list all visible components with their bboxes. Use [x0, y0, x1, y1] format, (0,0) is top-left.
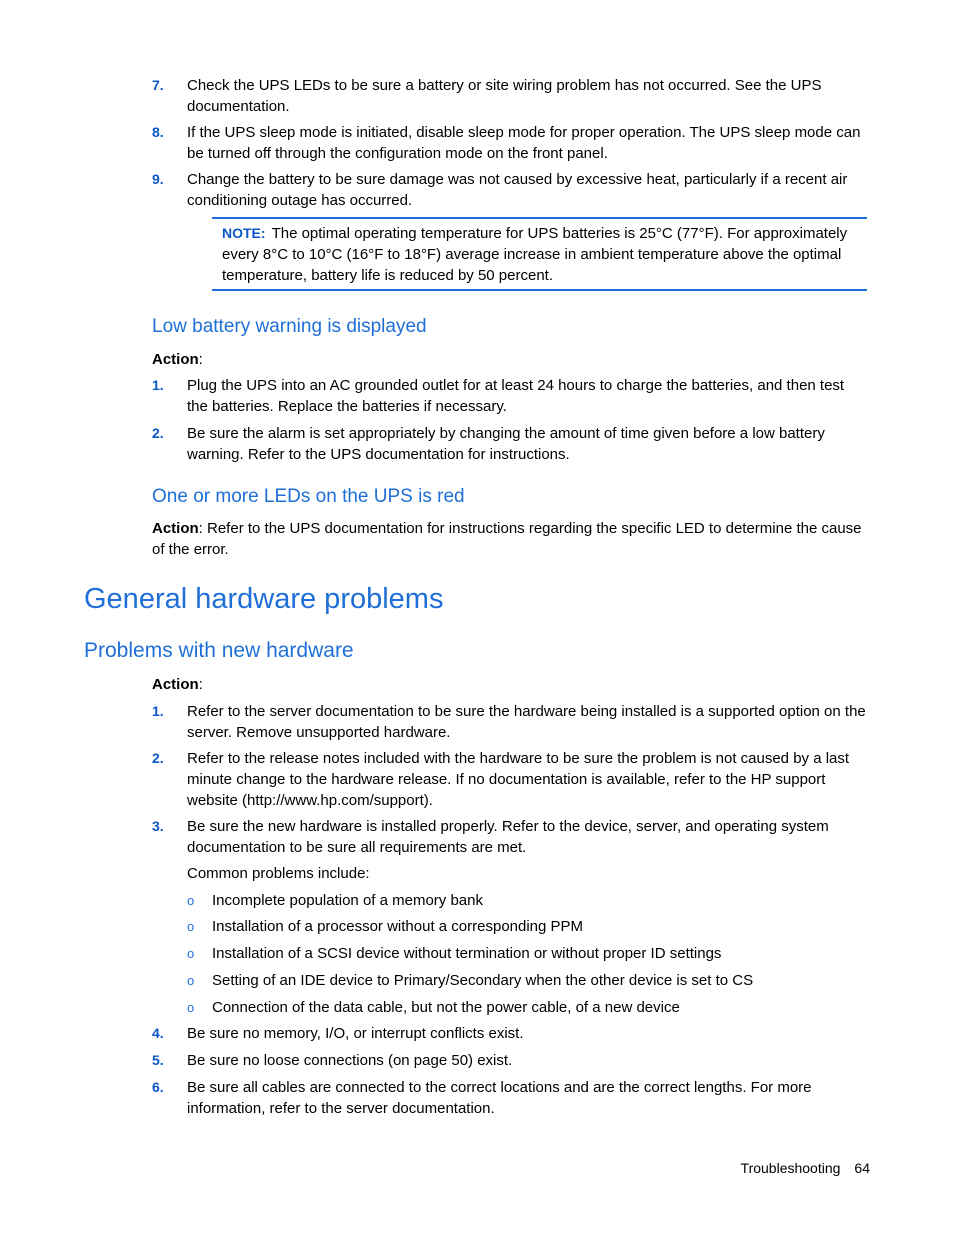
new-hardware-step-6	[152, 1077, 868, 1119]
list-item: o Installation of a SCSI device without termination or without proper ID settings	[187, 945, 722, 962]
step-text: Plug the UPS into an AC grounded outlet for at least 24 hours to charge the batteries, and then test the batteries. Replace the batteries if necessary.	[187, 377, 845, 415]
step-number: 1.	[152, 703, 164, 719]
page-number: 64	[854, 1160, 870, 1176]
bullet-icon: o	[187, 1000, 195, 1015]
step-text: Refer to the release notes included with the hardware to be sure the problem is not caused by a last minute change to the hardware release. If no documentation is available, refer to the HP support website (http://www.hp.com/support).	[187, 750, 850, 809]
bullet-icon: o	[187, 973, 195, 988]
step-text: Refer to the server documentation to be sure the hardware being installed is a supported option on the server. Remove unsupported hardware.	[187, 703, 866, 741]
chapter-heading: General hardware problems	[84, 583, 444, 615]
action-label: Action	[152, 520, 199, 537]
action-label: Action	[152, 351, 199, 368]
action-suffix: :	[198, 351, 203, 368]
action-line	[152, 674, 868, 695]
new-hardware-step-3	[152, 816, 868, 858]
step-number: 7.	[152, 77, 164, 93]
step-number: 8.	[152, 124, 164, 140]
note-label: NOTE:	[222, 225, 266, 241]
action-text: : Refer to the UPS documentation for instructions regarding the specific LED to determine the cause of the error.	[152, 520, 862, 558]
step-number: 1.	[152, 377, 164, 393]
page-footer	[741, 1158, 870, 1179]
step-number: 3.	[152, 818, 164, 834]
bullet-icon: o	[187, 919, 195, 934]
step-7	[152, 75, 868, 117]
step-number: 2.	[152, 425, 164, 441]
footer-section: Troubleshooting	[740, 1160, 841, 1176]
bullet-icon: o	[187, 893, 195, 908]
step-number: 9.	[152, 171, 164, 187]
step-number: 4.	[152, 1025, 164, 1041]
step-text: Be sure no loose connections (on page 50) exist.	[187, 1052, 513, 1069]
note-box	[212, 217, 867, 291]
new-hardware-step-2	[152, 748, 868, 811]
action-label: Action	[152, 676, 199, 693]
step-text: Be sure the alarm is set appropriately by changing the amount of time given before a low battery warning. Refer to the UPS documentation for instructions.	[187, 425, 825, 463]
section-heading-leds-red: One or more LEDs on the UPS is red	[152, 486, 465, 507]
section-heading-new-hardware: Problems with new hardware	[84, 639, 354, 662]
step-text: Be sure no memory, I/O, or interrupt conflicts exist.	[187, 1025, 524, 1042]
action-line	[152, 349, 868, 370]
step-text: Be sure the new hardware is installed properly. Refer to the device, server, and operating system documentation to be sure all requirements are met.	[187, 818, 829, 856]
step-number: 2.	[152, 750, 164, 766]
section-heading-low-battery: Low battery warning is displayed	[152, 316, 427, 337]
list-item: o Installation of a processor without a corresponding PPM	[187, 918, 584, 935]
step-text: Check the UPS LEDs to be sure a battery or site wiring problem has not occurred. See the UPS documentation.	[187, 77, 822, 115]
low-battery-step-1	[152, 375, 868, 417]
note-text: The optimal operating temperature for UPS batteries is 25°C (77°F). For approximately every 8°C to 10°C (16°F to 18°F) average increase in ambient temperature above the optimal temperature, battery life is reduced by 50 percent.	[222, 225, 848, 284]
step-8	[152, 122, 868, 164]
list-item: o Connection of the data cable, but not the power cable, of a new device	[187, 999, 680, 1016]
new-hardware-step-5	[152, 1050, 868, 1071]
step-text: If the UPS sleep mode is initiated, disable sleep mode for proper operation. The UPS sleep mode can be turned off through the configuration mode on the front panel.	[187, 124, 861, 162]
common-problems-intro: Common problems include:	[187, 865, 370, 882]
step-text: Be sure all cables are connected to the correct locations and are the correct lengths. For more information, refer to the server documentation.	[187, 1079, 812, 1117]
step-text: Change the battery to be sure damage was not caused by excessive heat, particularly if a recent air conditioning outage has occurred.	[187, 171, 848, 209]
new-hardware-step-4	[152, 1023, 868, 1044]
step-number: 6.	[152, 1079, 164, 1095]
low-battery-step-2	[152, 423, 868, 465]
bullet-icon: o	[187, 946, 195, 961]
action-suffix: :	[198, 676, 203, 693]
list-item: o Setting of an IDE device to Primary/Secondary when the other device is set to CS	[187, 972, 754, 989]
action-paragraph	[152, 518, 868, 560]
list-item: o Incomplete population of a memory bank	[187, 892, 483, 909]
step-9	[152, 169, 868, 211]
new-hardware-step-1	[152, 701, 868, 743]
step-number: 5.	[152, 1052, 164, 1068]
